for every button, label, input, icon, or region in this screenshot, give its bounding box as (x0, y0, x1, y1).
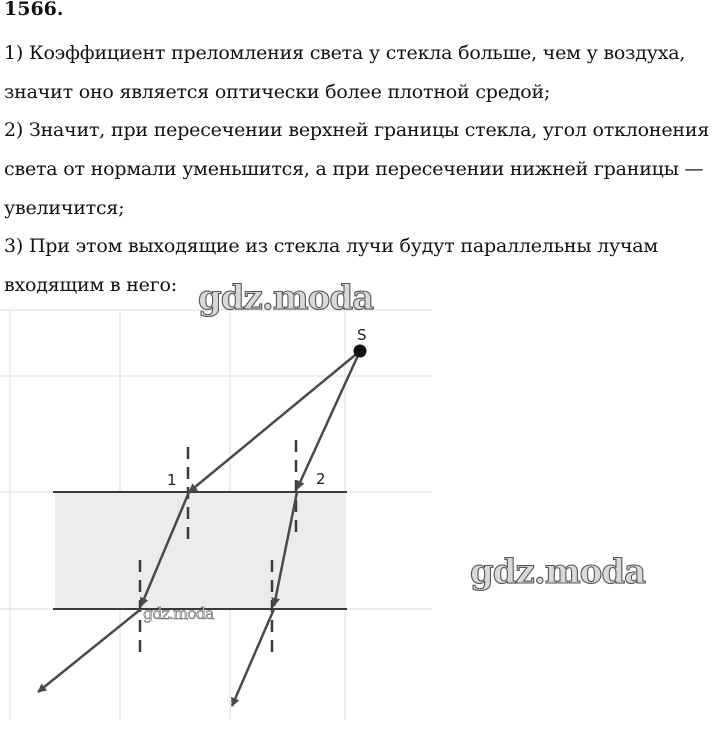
ray-1-incident (189, 351, 360, 492)
solution-text (4, 34, 714, 305)
point-label-2: 2 (316, 470, 326, 488)
ray-1-exit (38, 609, 141, 692)
watermark-small: gdz.moda (143, 604, 214, 623)
text-line-2: значит оно является оптически более плотной средой; (4, 80, 551, 103)
text-line-3: 2) Значит, при пересечении верхней границы стекла, угол отклонения (4, 119, 710, 142)
ray-2-incident (297, 351, 360, 489)
light-source-point (354, 345, 367, 358)
text-line-4: света от нормали уменьшится, а при пересечении нижней границы — (4, 158, 704, 181)
glass-slab (55, 492, 345, 609)
source-label: S (357, 326, 367, 344)
text-line-1: 1) Коэффициент преломления света у стекла больше, чем у воздуха, (4, 42, 686, 64)
refraction-diagram (0, 300, 440, 755)
text-line-6: 3) При этом выходящие из стекла лучи будут параллельны лучам (4, 235, 659, 258)
point-label-1: 1 (167, 471, 177, 489)
ray-2-exit (232, 609, 274, 706)
problem-number: 1566. (4, 0, 64, 20)
text-line-7: входящим в него: (4, 274, 177, 297)
watermark-right: gdz.moda (470, 552, 646, 592)
watermark-top: gdz.moda (198, 278, 374, 318)
text-line-5: увеличится; (4, 196, 125, 219)
